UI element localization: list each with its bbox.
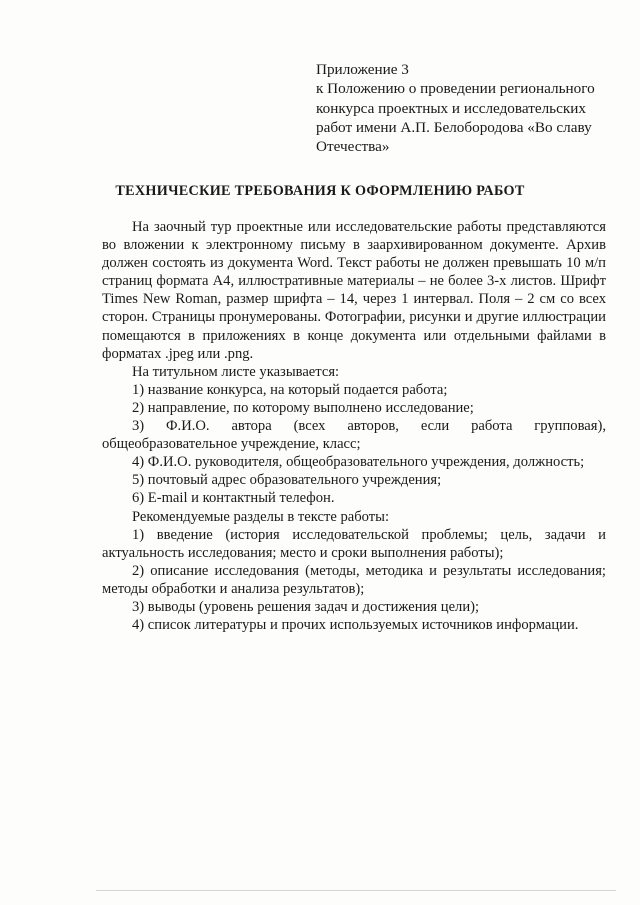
section-item: 4) список литературы и прочих используемых источников информации.: [132, 617, 579, 634]
title-page-item: 2) направление, по которому выполнено исследование;: [132, 399, 474, 416]
section-item: 1) введение (история исследовательской проблемы; цель, задачи и актуальность исследования; место и сроки выполнения работы);: [102, 526, 606, 561]
appendix-line: работ имени А.П. Белобородова «Во славу: [316, 118, 592, 136]
page-bottom-divider: [96, 890, 616, 891]
document-body: [102, 218, 606, 634]
section-item: 2) описание исследования (методы, методика и результаты исследования; методы обработки и анализа результатов);: [102, 562, 606, 597]
appendix-note: [316, 60, 606, 156]
intro-paragraph: На заочный тур проектные или исследовательские работы представляются во вложении к электронному письму в заархивированном документе. Архив должен состоять из документа Word. Текст работы не должен превышать 10 м/п страниц формата А4, иллюстративные материалы – не более 3-х листов. Шрифт Times New Roman, размер шрифта – 14, через 1 интервал. Поля – 2 см со всех сторон. Страницы пронумерованы. Фотографии, рисунки и другие иллюстрации помещаются в приложениях в конце документа или отдельными файлами в форматах .jpeg или .png.: [102, 219, 606, 362]
appendix-line: к Положению о проведении регионального: [316, 80, 595, 98]
sections-heading: Рекомендуемые разделы в тексте работы:: [132, 508, 390, 525]
title-page-item: 6) E-mail и контактный телефон.: [132, 490, 335, 507]
section-item: 3) выводы (уровень решения задач и достижения цели);: [132, 598, 480, 615]
document-title: ТЕХНИЧЕСКИЕ ТРЕБОВАНИЯ К ОФОРМЛЕНИЮ РАБОТ: [115, 183, 525, 199]
appendix-line: Отечества»: [316, 138, 390, 156]
title-page-item: 3) Ф.И.О. автора (всех авторов, если работа групповая), общеобразовательное учреждение, класс;: [102, 418, 606, 453]
title-page-item: 4) Ф.И.О. руководителя, общеобразовательного учреждения, должность;: [132, 454, 585, 471]
appendix-line: Приложение 3: [316, 61, 409, 78]
title-page-item: 1) название конкурса, на который подается работа;: [132, 381, 448, 398]
title-page-heading: На титульном листе указывается:: [132, 363, 340, 380]
title-page-item: 5) почтовый адрес образовательного учреждения;: [132, 472, 442, 489]
appendix-line: конкурса проектных и исследовательских: [316, 99, 586, 117]
